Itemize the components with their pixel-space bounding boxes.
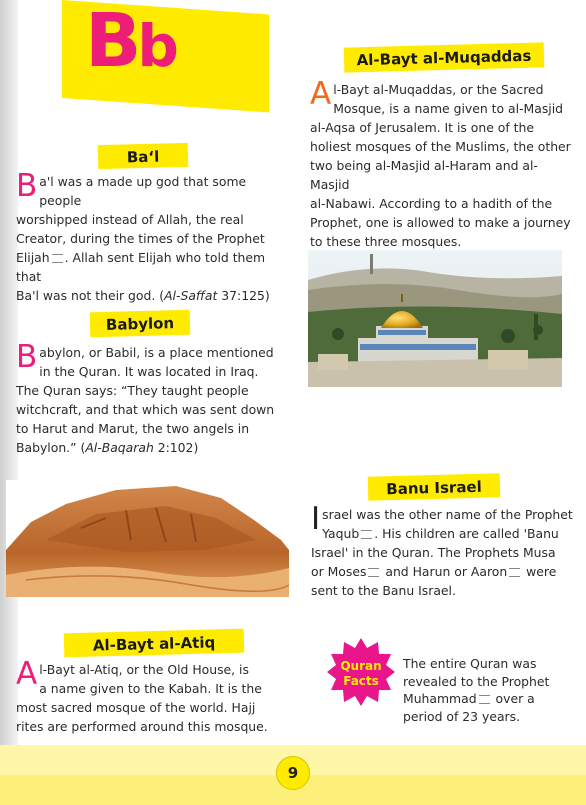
- heading-baal-text: Ba‘l: [126, 147, 160, 167]
- badge-line2: Facts: [343, 674, 379, 688]
- paragraph-muqaddas: Al-Bayt al-Muqaddas, or the Sacred Mosque, is a name given to al-Masjid al-Aqsa of Jerusalem. It is one of the holiest mosques of the Muslims, the other two being al-Masjid al-Haram and al-Masjid al-Nabawi. According to a hadith of the Prophet, one is allowed to make a journey to these three mosques.: [310, 76, 571, 249]
- heading-israel: [368, 473, 501, 500]
- starburst-icon: [326, 637, 396, 707]
- heading-babylon: [90, 310, 191, 338]
- heading-babylon-text: Babylon: [105, 314, 175, 334]
- pbuh-icon: [52, 254, 63, 263]
- paragraph-babylon: Babylon, or Babil, is a place mentioned in the Quran. It was located in Iraq. The Quran says: “They taught people witchcraft, and that which was sent down to Harut and Marut, the two angels in Babylon.” (Al-Baqarah 2:102): [16, 339, 275, 455]
- pbuh-icon: [368, 568, 379, 577]
- pbuh-icon: [361, 530, 372, 539]
- heading-israel-text: Banu Israel: [386, 477, 482, 499]
- pbuh-icon: [479, 695, 490, 704]
- heading-muqaddas: [344, 42, 545, 72]
- heading-muqaddas-text: Al-Bayt al-Muqaddas: [356, 46, 532, 70]
- heading-atiq: [64, 629, 245, 658]
- drop-cap-baal: B: [16, 168, 38, 204]
- jerusalem-image: [308, 250, 562, 387]
- drop-cap-muqaddas: A: [310, 76, 332, 112]
- drop-cap-atiq: A: [16, 656, 38, 692]
- heading-atiq-text: Al-Bayt al-Atiq: [92, 633, 216, 655]
- paragraph-israel: Israel was the other name of the Prophet Yaqub . His children are called 'Banu Israel' in the Quran. The Prophets Musa or Moses and Harun or Aaron were sent to the Banu Israel.: [311, 501, 573, 598]
- drop-cap-israel: I: [311, 501, 321, 537]
- badge-line1: Quran: [340, 659, 382, 673]
- quran-facts-badge: [326, 637, 396, 707]
- ziggurat-image: [6, 480, 289, 597]
- letter-title: [85, 0, 175, 84]
- page-number: 9: [276, 756, 310, 790]
- babylon-ziggurat-photo: [6, 480, 289, 597]
- heading-baal: [98, 143, 189, 169]
- pbuh-icon: [509, 568, 520, 577]
- dome-of-the-rock-photo: [308, 250, 562, 387]
- paragraph-facts: The entire Quran was revealed to the Prophet Muhammad over a period of 23 years.: [403, 656, 550, 724]
- paragraph-atiq: Al-Bayt al-Atiq, or the Old House, is a name given to the Kabah. It is the most sacred mosque of the world. Hajj rites are performed around this mosque.: [16, 656, 268, 734]
- paragraph-baal: Ba'l was a made up god that some people worshipped instead of Allah, the real Creator, during the times of the Prophet Elijah . Allah sent Elijah who told them that Ba'l was not their god. (Al-Saffat 37:125): [16, 168, 270, 303]
- letter-lower: b: [137, 12, 175, 80]
- drop-cap-babylon: B: [16, 339, 38, 375]
- letter-upper: B: [85, 0, 138, 84]
